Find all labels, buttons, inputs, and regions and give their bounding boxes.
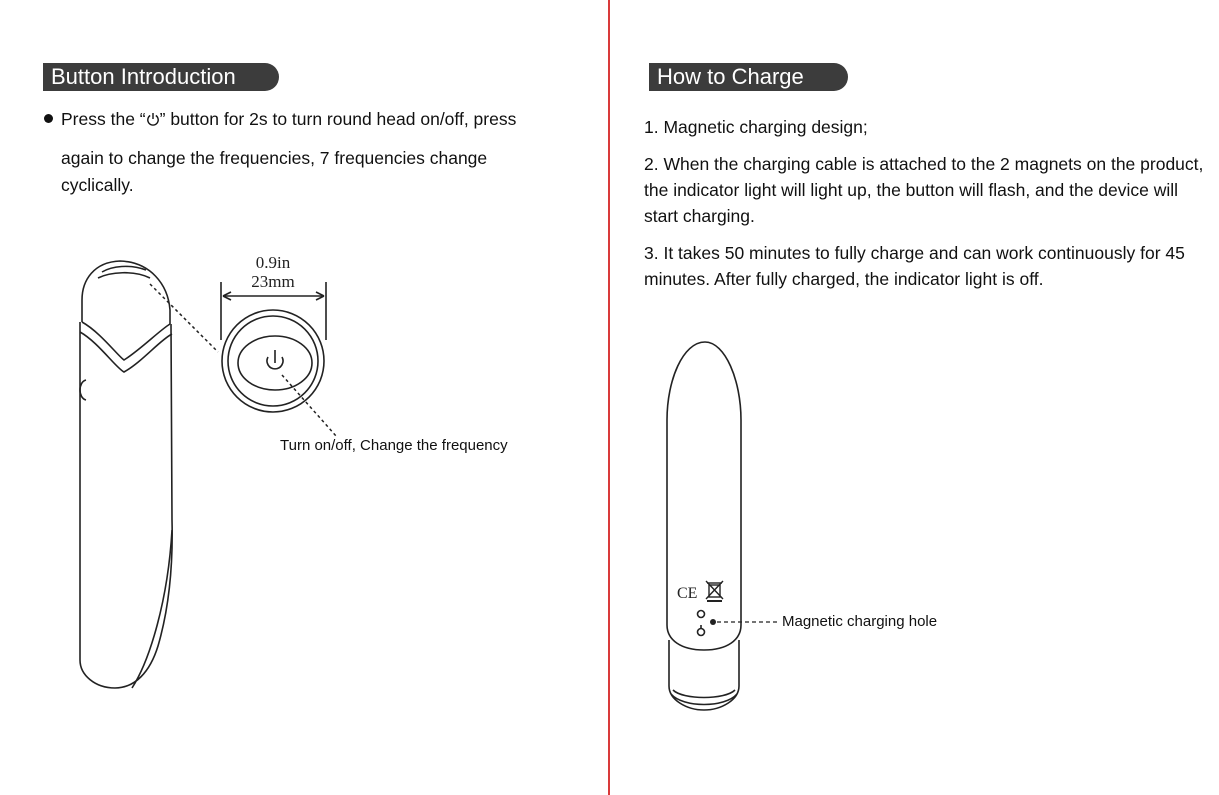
bullet-text-before: Press the “ [61, 109, 146, 129]
bullet-line-3: cyclically. [61, 175, 134, 195]
bullet-line-2: again to change the frequencies, 7 frequencies change [61, 148, 488, 168]
device-back-illustration [609, 0, 1219, 795]
charging-hole-caption: Magnetic charging hole [782, 613, 938, 630]
charge-step-3: 3. It takes 50 minutes to fully charge and can work continuously for 45 minutes. After fully charged, the indicator light is off. [644, 243, 1185, 289]
section-title-button-introduction: Button Introduction [43, 63, 279, 91]
ce-mark [677, 585, 697, 602]
button-detail-illustration [0, 0, 609, 795]
button-caption: Turn on/off, Change the frequency [280, 437, 508, 454]
dimension-mm: 23mm [251, 272, 295, 291]
svg-text:CE: CE [677, 585, 698, 602]
power-icon [267, 350, 283, 369]
charge-step-2: 2. When the charging cable is attached to the 2 magnets on the product, the indicator light will light up, the button will flash, and the device will start charging. [644, 154, 1204, 226]
section-title-how-to-charge: How to Charge [649, 63, 848, 91]
magnetic-charging-hole [710, 619, 716, 625]
dimension-inches: 0.9in [255, 253, 291, 272]
bullet-text-after: ” button for 2s to turn round head on/off, press [159, 109, 517, 129]
charge-step-1: 1. Magnetic charging design; [644, 117, 868, 137]
crossed-bin-icon [706, 581, 723, 601]
